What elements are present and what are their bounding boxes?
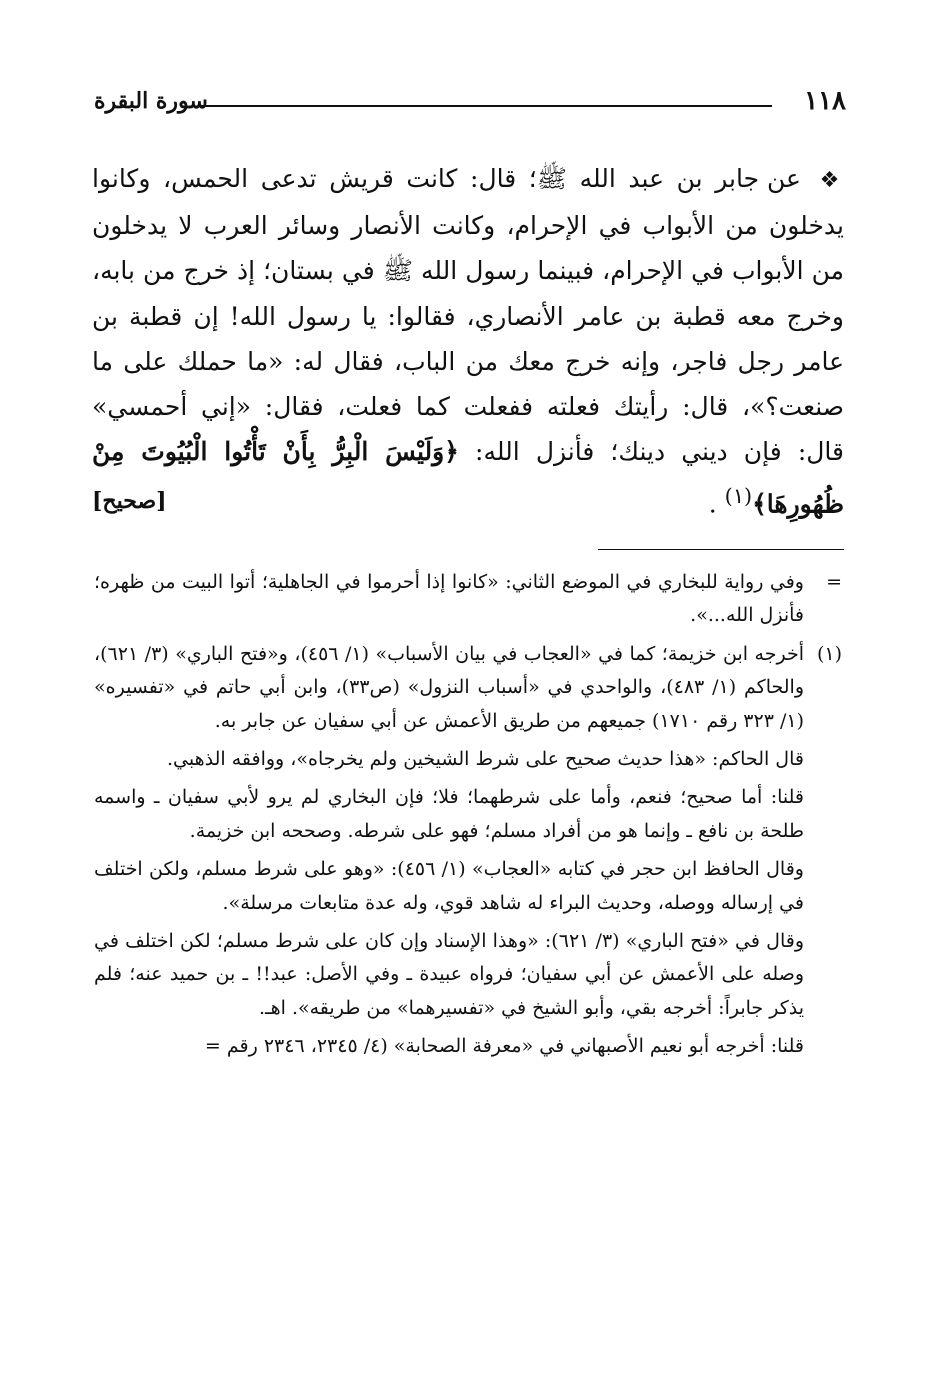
- end-punct: .: [708, 489, 717, 519]
- main-text: [92, 156, 844, 527]
- quran-quote: ﴿وَلَيْسَ الْبِرُّ بِأَنْ تَأْتُوا الْبُيُوتَ مِنْ ظُهُورِهَا﴾: [92, 437, 844, 519]
- hadith-paragraph: [92, 156, 844, 527]
- footnote-continuation: [94, 566, 844, 633]
- footnote-paragraph: قلنا: أما صحيح؛ فنعم، وأما على شرطهما؛ فلا؛ فإن البخاري لم يرو لأبي سفيان ـ واسمه طلحة بن نافع ـ وإنما هو من أفراد مسلم؛ فهو على شرطه. وصححه ابن خزيمة.: [94, 786, 804, 842]
- footnote-paragraph: قلنا: أخرجه أبو نعيم الأصبهاني في «معرفة الصحابة» (٤/ ٢٣٤٥، ٢٣٤٦ رقم =: [204, 1035, 804, 1058]
- footnote-paragraph: وقال الحافظ ابن حجر في كتابه «العجاب» (١/ ٤٥٦): «وهو على شرط مسلم، ولكن اختلف في إرساله ووصله، وحديث البراء له شاهد قوي، وله عدة متابعات مرسلة».: [94, 858, 804, 914]
- header-rule: [199, 105, 772, 107]
- footnote-separator: [598, 549, 844, 550]
- page-header: [94, 86, 846, 126]
- page-number: ١١٨: [804, 86, 846, 116]
- grade-line: [92, 488, 844, 532]
- ornament-icon: ❖: [819, 168, 844, 193]
- hadith-text: عن جابر بن عبد الله ﷺ؛ قال: كانت قريش تدعى الحمس، وكانوا يدخلون من الأبواب في الإحرام، وكانت الأنصار وسائر العرب لا يدخلون من الأبواب في الإحرام، فبينما رسول الله ﷺ في بستان؛ إذ خرج من بابه، وخرج معه قطبة بن عامر الأنصاري، فقالوا: يا رسول الله! إن قطبة بن عامر رجل فاجر، وإنه خرج معك من الباب، فقال له: «ما حملك على ما صنعت؟»، قال: رأيتك فعلته ففعلت كما فعلت، فقال: «إني أحمسي» قال: فإن ديني دينك؛ فأنزل الله:: [92, 164, 844, 467]
- running-title: سورة البقرة: [94, 88, 208, 114]
- footnote-paragraph: وقال في «فتح الباري» (٣/ ٦٢١): «وهذا الإسناد وإن كان على شرط مسلم؛ لكن اختلف في وصله على الأعمش عن أبي سفيان؛ فرواه عبيدة ـ وفي الأصل: عبد!! ـ بن حميد عنه؛ فلم يذكر جابراً: أخرجه بقي، وأبو الشيخ في «تفسيرهما» من طريقه». اهـ.: [94, 930, 804, 1019]
- footnotes: [94, 566, 844, 1069]
- footnote-paragraph: أخرجه ابن خزيمة؛ كما في «العجاب في بيان الأسباب» (١/ ٤٥٦)، و«فتح الباري» (٣/ ٦٢١)، والحاكم (١/ ٤٨٣)، والواحدي في «أسباب النزول» (ص٣٣)، وابن أبي حاتم في «تفسيره» (١/ ٣٢٣ رقم ١٧١٠) جميعهم من طريق الأعمش عن أبي سفيان عن جابر به.: [94, 642, 804, 732]
- footnote-1: [94, 638, 844, 1064]
- footnote-paragraph: وفي رواية للبخاري في الموضع الثاني: «كانوا إذا أحرموا في الجاهلية؛ أتوا البيت من ظهره؛ فأنزل الله...».: [94, 571, 804, 627]
- hadith-grade: [صحيح]: [92, 488, 167, 514]
- footnote-mark: =: [826, 571, 842, 593]
- footnote-mark: (١): [816, 642, 842, 665]
- footnote-ref: (١): [724, 484, 753, 509]
- footnote-paragraph: قال الحاكم: «هذا حديث صحيح على شرط الشيخين ولم يخرجاه»، ووافقه الذهبي.: [166, 748, 804, 771]
